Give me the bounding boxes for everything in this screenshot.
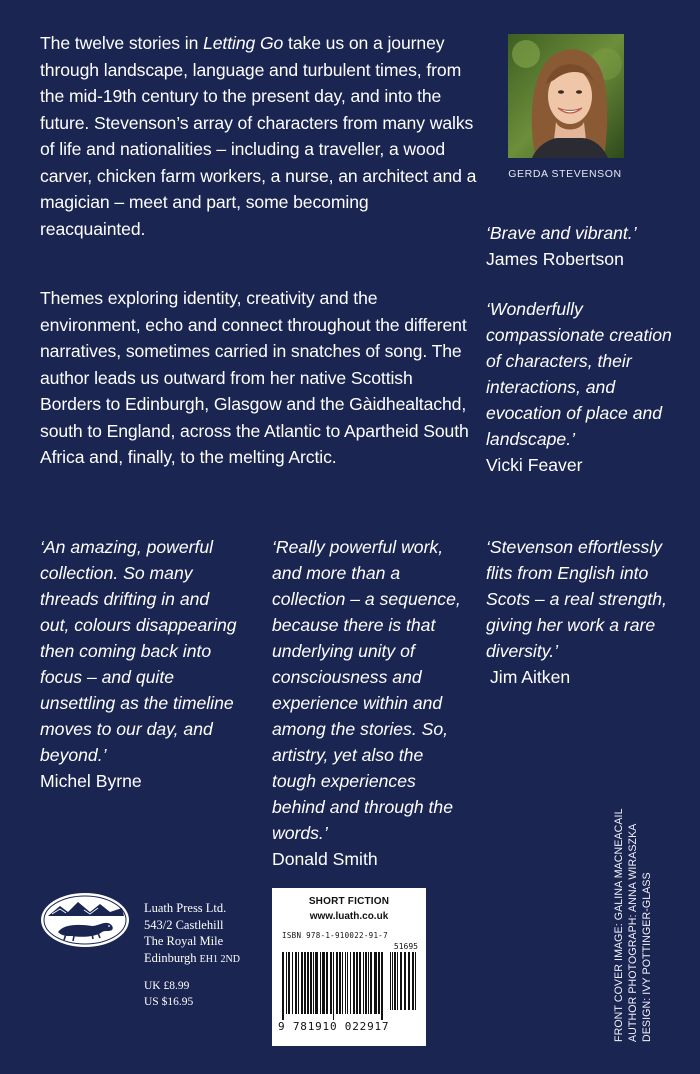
genre-label: SHORT FICTION xyxy=(308,896,390,907)
publisher-name: Luath Press Ltd. xyxy=(144,901,227,915)
quote-author: James Robertson xyxy=(486,249,624,269)
quote-text: ‘Brave and vibrant.’ xyxy=(486,223,637,243)
blurb-paragraph-2: Themes exploring identity, creativity and the environment, echo and connect throughout the different narratives, sometimes carried in snatches of song. The author leads us outward from her native Scottish Borders to Edinburgh, Glasgow and the Gàidhealtachd, south to England, across the Atlantic to Apartheid South Africa and, finally, to the melting Arctic. xyxy=(40,288,469,467)
isbn-label: ISBN 978-1-910022-91-7 xyxy=(282,931,388,940)
address-postcode: EH1 2ND xyxy=(199,953,240,965)
publisher-website: www.luath.co.uk xyxy=(309,911,389,922)
barcode-box xyxy=(272,888,426,1046)
address-line-1: 543/2 Castlehill xyxy=(144,917,224,932)
credit-front-cover: FRONT COVER IMAGE: GALINA MACNEACAIL xyxy=(613,808,625,1042)
publisher-address xyxy=(144,900,240,968)
luath-dog-logo-icon xyxy=(40,892,130,948)
price-list xyxy=(144,978,193,1010)
author-photo xyxy=(508,34,624,158)
credit-author-photo: AUTHOR PHOTOGRAPH: ANNA WIRASZKA xyxy=(627,823,639,1042)
barcode-icon xyxy=(280,952,418,1020)
address-line-2: The Royal Mile xyxy=(144,934,224,949)
address-city: Edinburgh xyxy=(144,950,197,965)
credit-design: DESIGN: IVY POTTINGER-GLASS xyxy=(641,872,653,1042)
address-city-line xyxy=(144,950,240,969)
quote-text: ‘Wonderfully compassionate creation of characters, their interactions, and evocation of place and landscape.’ xyxy=(486,299,672,449)
book-title: Letting Go xyxy=(203,33,284,53)
review-quote-smith xyxy=(272,534,472,872)
price-us: US $16.95 xyxy=(144,996,194,1008)
quote-text: ‘An amazing, powerful collection. So many threads drifting in and out, colours disappearing then coming back into focus – and quite unsettling as the timeline moves to our day, and beyond.’ xyxy=(40,537,237,765)
review-quote-feaver xyxy=(486,296,686,478)
quote-author: Vicki Feaver xyxy=(486,455,583,475)
publisher-logo xyxy=(40,892,130,948)
review-quote-robertson xyxy=(486,220,686,272)
quote-text: ‘Really powerful work, and more than a collection – a sequence, because there is that underlying unity of consciousness and experience within and among the stories. So, artistry, yet also the tough experiences behind and through the words.’ xyxy=(272,537,461,843)
price-uk: UK £8.99 xyxy=(144,980,190,992)
quote-author: Donald Smith xyxy=(272,849,378,869)
blurb-text: The twelve stories in xyxy=(40,33,204,53)
review-quote-byrne xyxy=(40,534,240,794)
author-photo-caption: GERDA STEVENSON xyxy=(508,168,622,180)
quote-author: Jim Aitken xyxy=(490,667,571,687)
blurb-paragraph-1 xyxy=(40,30,478,242)
blurb-text: take us on a journey through landscape, language and turbulent times, from the mid-19th century to the present day, and into the future. Stevenson’s array of characters from many walks of life and nationalities – including a traveller, a wood carver, chicken farm workers, a nurse, an architect and a magician – meet and part, some becoming reacquainted. xyxy=(40,33,477,239)
author-portrait-image xyxy=(508,34,624,158)
quote-text: ‘Stevenson effortlessly flits from English into Scots – a real strength, giving her work a rare diversity.’ xyxy=(486,537,667,661)
barcode-addon-number: 51695 xyxy=(393,942,418,951)
barcode-digits: 9 781910 022917 xyxy=(278,1020,390,1033)
image-credits xyxy=(612,808,654,1042)
review-quote-aitken xyxy=(486,534,676,690)
quote-author: Michel Byrne xyxy=(40,771,142,791)
